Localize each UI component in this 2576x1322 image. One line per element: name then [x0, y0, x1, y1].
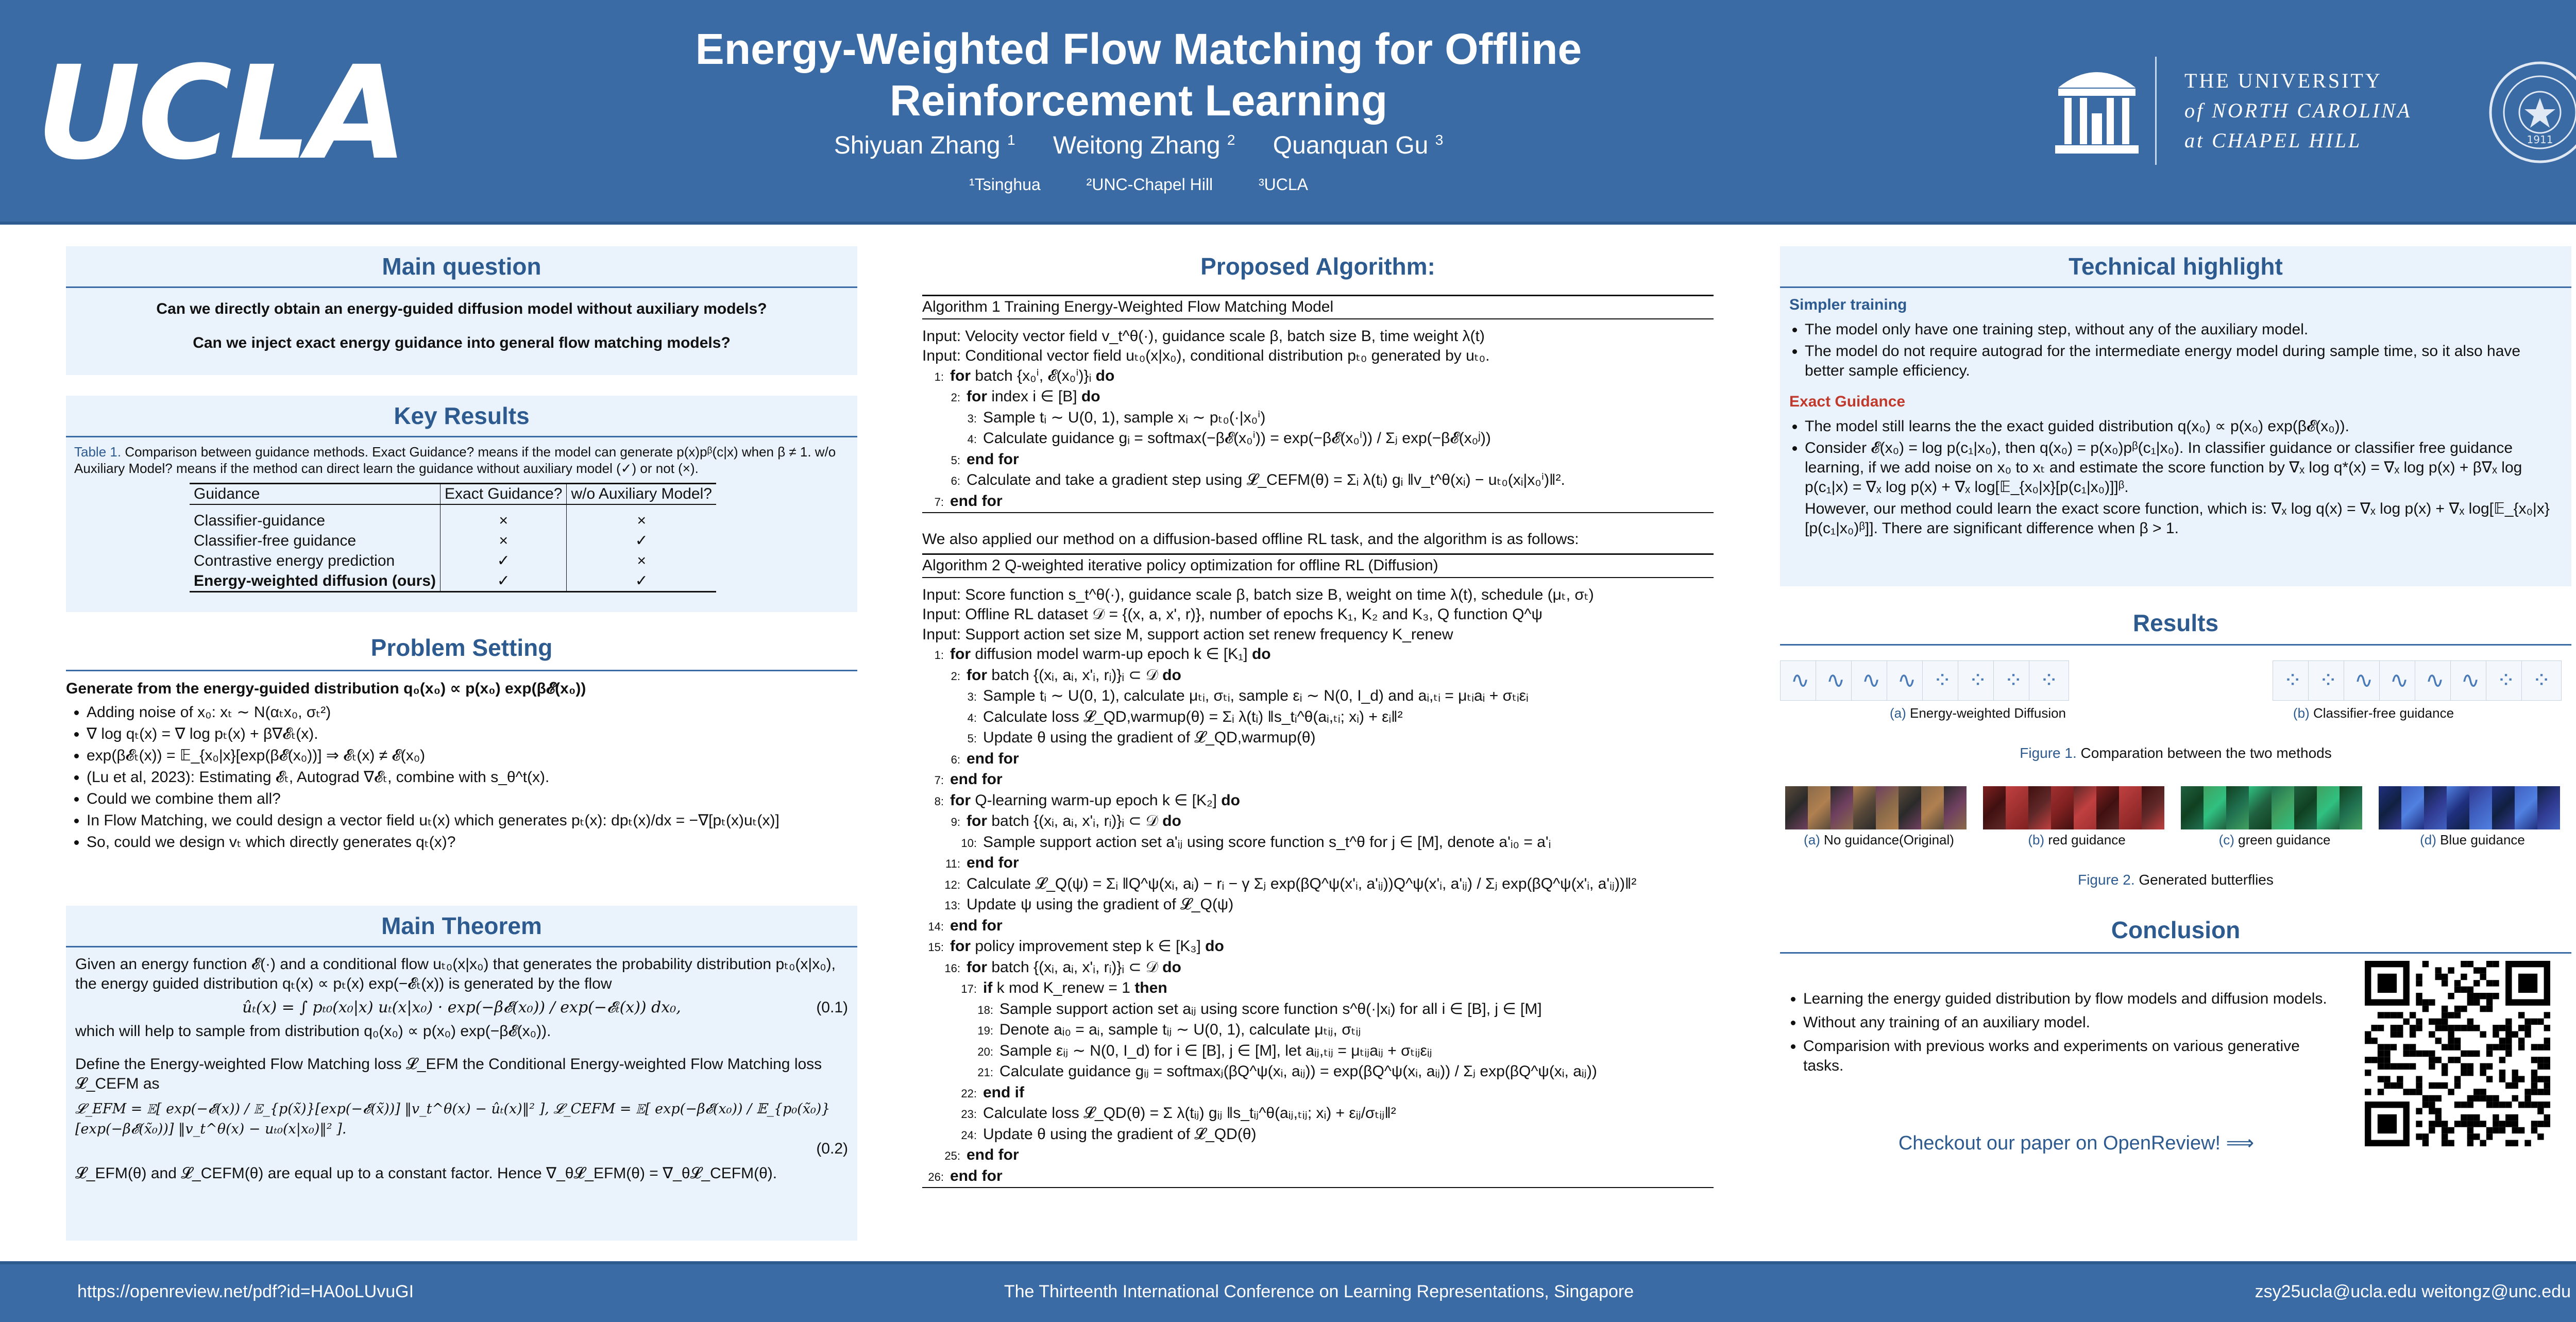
equation-0-2: 𝓛_EFM = 𝔼[ exp(−𝓔(x)) / 𝔼_{p(x̃)}[exp(−𝓔(x̃))] ‖v_t^θ(x) − ûₜ(x)‖² ], 𝓛_CEFM = 𝔼[ exp(−β𝓔(x₀)) / 𝔼_{p₀(x̃₀)}[exp(−β𝓔(x̃₀))] ‖v_t^θ(x) − uₜ₀(x|x₀)‖² ]. (0.2): [75, 1099, 848, 1159]
figure-1-sublabel-a: (a) Energy-weighted Diffusion: [1889, 705, 2066, 721]
affiliation-2: ²UNC-Chapel Hill: [1086, 175, 1213, 194]
figure-2-sublabel-d: (d) Blue guidance: [2420, 832, 2525, 848]
main-question-panel: [66, 246, 857, 375]
figure-1: [1780, 658, 2571, 705]
problem-setting-list: [66, 703, 857, 852]
exact-guidance-subheading: Exact Guidance: [1789, 393, 1906, 410]
butterfly-sample: [1876, 786, 1899, 829]
fig1-tile: ⁘: [2308, 660, 2348, 701]
equation-number: (0.1): [816, 999, 848, 1016]
butterfly-sample: [1831, 786, 1853, 829]
algorithm-heading: Proposed Algorithm:: [1200, 253, 1435, 280]
algo-line: 5: end for: [951, 450, 1019, 468]
algo-line: 11: end for: [945, 854, 1019, 871]
table-caption: Table 1. Comparison between guidance methods. Exact Guidance? means if the model can generate p(x)pᵝ(c|x) when β ≠ 1. w/o Auxiliary Model? means if the method can direct learn the guidance without auxiliary model (✓) or not (×).: [74, 444, 836, 476]
butterfly-sample: [1808, 786, 1831, 829]
list-item: • Could we combine them all?: [87, 789, 857, 809]
main-question-q1: Can we directly obtain an energy-guided diffusion model without auxiliary models?: [156, 300, 767, 317]
theorem-para-1: Given an energy function 𝓔(·) and a conditional flow uₜ₀(x|x₀) that generates the probability distribution pₜ₀(x|x₀), the energy guided distribution qₜ(x) ∝ pₜ(x) exp(−𝓔ₜ(x)) is generated by the flow: [75, 956, 836, 992]
algorithm-1-title: Algorithm 1 Training Energy-Weighted Flow Matching Model: [922, 295, 1714, 319]
list-item: • exp(β𝓔ₜ(x)) = 𝔼_{x₀|x}[exp(β𝓔(x₀))] ⇒ 𝓔ₜ(x) ≠ 𝓔(x₀): [87, 746, 857, 766]
list-item: • Consider 𝓔(x₀) = log p(c₁|x₀), then q(x₀) = p(x₀)pᵝ(c₁|x₀). In classifier guidance or classifier free guidance learning, if we add noise on x₀ to xₜ and estimate the score function by ∇ₓ log q*(x) = ∇ₓ log p(x) + β∇ₓ log p(c₁|x) = ∇ₓ log p(x) + ∇ₓ log[𝔼_{x₀|x}[p(c₁|x₀)]]ᵝ.: [1805, 438, 2562, 497]
algo-line: 2: for index i ∈ [B] do: [951, 388, 1100, 405]
footer-emails: zsy25ucla@ucla.edu weitongz@unc.edu: [2255, 1282, 2571, 1301]
table-row: Classifier-guidance × ×: [190, 511, 716, 531]
fig1-tile: ⁘: [2029, 660, 2069, 701]
algo-line: 4: Calculate guidance gᵢ = softmax(−β𝓔(x₀ⁱ)) = exp(−β𝓔(x₀ⁱ)) / Σⱼ exp(−β𝓔(x₀ʲ)): [967, 430, 1491, 447]
fig1-tile: ∿: [2415, 660, 2455, 701]
technical-highlight-panel: [1780, 246, 2571, 586]
butterfly-sample: [2119, 786, 2142, 829]
affiliation-3: ³UCLA: [1258, 175, 1308, 194]
algo-line: 20: Sample εᵢⱼ ∼ N(0, I_d) for i ∈ [B], j ∈ [M], let aᵢⱼ,ₜᵢⱼ = μₜᵢⱼaᵢⱼ + σₜᵢⱼεᵢⱼ: [977, 1042, 1432, 1059]
unc-wordmark: THE UNIVERSITY of NORTH CAROLINA at CHAPEL HILL: [2184, 69, 2412, 152]
butterfly-sample: [2051, 786, 2074, 829]
butterfly-sample: [2074, 786, 2096, 829]
exact-guidance-extra: However, our method could learn the exact score function, which is: ∇ₓ log q(x) = ∇ₓ log p(x) + ∇ₓ log[𝔼_{x₀|x}[p(c₁|x₀)ᵝ]]. There are significant difference when β > 1.: [1805, 500, 2550, 537]
fig1-tile: ⁘: [1993, 660, 2033, 701]
algo-line: 7: end for: [934, 771, 1003, 788]
simpler-training-subheading: Simpler training: [1789, 296, 1907, 313]
butterfly-sample: [2142, 786, 2164, 829]
poster-header: [0, 0, 2576, 225]
figure-2-sublabel-b: (b) red guidance: [2028, 832, 2126, 848]
butterfly-sample: [2317, 786, 2340, 829]
butterfly-sample: [1921, 786, 1944, 829]
theorem-para-4: 𝓛_EFM(θ) and 𝓛_CEFM(θ) are equal up to a constant factor. Hence ∇_θ𝓛_EFM(θ) = ∇_θ𝓛_CEFM(θ).: [75, 1165, 777, 1182]
equation-0-1: ûₜ(x) = ∫ pₜ₀(x₀|x) uₜ(x|x₀) · exp(−β𝓔(x₀)) / exp(−𝓔ₜ(x)) dx₀, (0.1): [242, 998, 848, 1016]
algo-line: 18: Sample support action set aᵢⱼ using score function s^θ(·|xᵢ) for all i ∈ [B], j ∈ [M]: [977, 1000, 1542, 1018]
algo-line: 24: Update θ using the gradient of 𝓛_QD(θ): [961, 1125, 1257, 1143]
algo-input: Input: Support action set size M, support action set renew frequency K_renew: [922, 625, 1453, 643]
algo-line: 17: if k mod K_renew = 1 then: [961, 979, 1167, 996]
fig1-tile: ⁘: [2486, 660, 2526, 701]
fig1-tile: ∿: [1887, 660, 1927, 701]
algo-line: 14: end for: [928, 917, 1003, 934]
results-rule: [1780, 644, 2571, 646]
author-1: Shiyuan Zhang $^1$: [834, 132, 1015, 159]
butterfly-sample: [2204, 786, 2226, 829]
guidance-comparison-table: [190, 483, 716, 592]
butterfly-sample: [2249, 786, 2272, 829]
openreview-link[interactable]: Checkout our paper on OpenReview! ⟹: [1898, 1132, 2255, 1154]
butterfly-sample: [1785, 786, 1808, 829]
figure-2-sublabel-c: (c) green guidance: [2218, 832, 2331, 848]
problem-setting-rule: [66, 670, 857, 671]
algo-line: 8: for Q-learning warm-up epoch k ∈ [K₂] do: [934, 791, 1240, 809]
fig1-tile: ⁘: [1958, 660, 1998, 701]
qr-code-icon[interactable]: [2365, 961, 2550, 1146]
algo-line: 6: Calculate and take a gradient step using 𝓛_CEFM(θ) = Σᵢ λ(tᵢ) gᵢ ‖v_t^θ(xᵢ) − uₜ₀(xᵢ|x₀ⁱ)‖².: [951, 471, 1565, 488]
butterfly-sample: [1853, 786, 1876, 829]
conclusion-list: [1788, 989, 2344, 1078]
main-question-q2: Can we inject exact energy guidance into general flow matching models?: [193, 334, 731, 351]
butterfly-sample: [1899, 786, 1921, 829]
algo-input: Input: Offline RL dataset 𝒟 = {(x, a, x', r)}, number of epochs K₁, K₂ and K₃, Q function Q^ψ: [922, 606, 1543, 623]
butterfly-sample: [2340, 786, 2362, 829]
figure-2-sublabel-a: (a) No guidance(Original): [1804, 832, 1954, 848]
figure-1-sublabel-b: (b) Classifier-free guidance: [2293, 705, 2454, 721]
butterfly-sample: [2424, 786, 2447, 829]
butterfly-sample: [2226, 786, 2249, 829]
algo-line: 3: Sample tᵢ ∼ U(0, 1), sample xᵢ ∼ pₜ₀(·|x₀ⁱ): [967, 409, 1266, 426]
list-item: • Learning the energy guided distribution by flow models and diffusion models.: [1803, 989, 2344, 1009]
algo-line: 9: for batch {(xᵢ, aᵢ, x'ᵢ, rᵢ)}ᵢ ⊂ 𝒟 do: [951, 812, 1181, 829]
list-item: • The model still learns the the exact guided distribution q(x₀) ∝ p(x₀) exp(β𝓔(x₀)).: [1805, 417, 2562, 436]
list-item: • The model only have one training step, without any of the auxiliary model.: [1805, 320, 2562, 340]
algo-input: Input: Velocity vector field v_t^θ(·), guidance scale β, batch size B, time weight λ(t): [922, 327, 1485, 345]
main-theorem-panel: [66, 906, 857, 1241]
algorithm-bridge-text: We also applied our method on a diffusion-based offline RL task, and the algorithm is as follows:: [922, 531, 1579, 548]
algorithm-2: [922, 553, 1714, 1188]
footer-url[interactable]: https://openreview.net/pdf?id=HA0oLUvuGI: [77, 1282, 414, 1301]
algo-line: 19: Denote aᵢ₀ = aᵢ, sample tᵢⱼ ∼ U(0, 1), calculate μₜᵢⱼ, σₜᵢⱼ: [977, 1021, 1361, 1038]
tsinghua-seal-icon: [2488, 61, 2576, 164]
figure-2: [1780, 784, 2571, 832]
algo-line: 26: end for: [928, 1167, 1003, 1184]
unc-old-well-icon: [2053, 57, 2141, 160]
butterfly-sample: [2181, 786, 2204, 829]
butterfly-sample: [2294, 786, 2317, 829]
butterfly-sample: [2515, 786, 2537, 829]
butterfly-sample: [2537, 786, 2560, 829]
algo-line: 22: end if: [961, 1083, 1024, 1101]
table-row-ours: Energy-weighted diffusion (ours) ✓ ✓: [190, 571, 716, 592]
list-item: • ∇ log qₜ(x) = ∇ log pₜ(x) + β∇𝓔ₜ(x).: [87, 724, 857, 744]
fig1-tile: ∿: [2450, 660, 2490, 701]
butterfly-sample: [1983, 786, 2006, 829]
figure-1-caption: Figure 1. Comparation between the two methods: [2020, 745, 2332, 761]
table-row: Classifier-free guidance × ✓: [190, 531, 716, 551]
butterfly-sample: [2492, 786, 2515, 829]
fig1-tile: ∿: [2344, 660, 2384, 701]
butterfly-sample: [2096, 786, 2119, 829]
list-item: • The model do not require autograd for the intermediate energy model during sample time, so it also have better sample efficiency.: [1805, 342, 2562, 381]
author-list: [670, 131, 1607, 160]
theorem-para-3: Define the Energy-weighted Flow Matching loss 𝓛_EFM the Conditional Energy-weighted Flow Matching loss 𝓛_CEFM as: [75, 1056, 822, 1092]
algorithm-1-body: [922, 319, 1714, 514]
algo-line: 4: Calculate loss 𝓛_QD,warmup(θ) = Σᵢ λ(tᵢ) ‖s_tᵢ^θ(aᵢ,ₜᵢ; xᵢ) + εᵢ‖²: [967, 708, 1403, 725]
list-item: • In Flow Matching, we could design a vector field uₜ(x) which generates pₜ(x): dpₜ(x)/dx = −∇[pₜ(x)uₜ(x)]: [87, 811, 857, 831]
results-heading: Results: [2132, 609, 2219, 636]
algo-input: Input: Score function s_t^θ(·), guidance scale β, batch size B, weight on time λ(t), schedule (μₜ, σₜ): [922, 586, 1594, 603]
problem-setting-heading: Problem Setting: [370, 634, 553, 661]
figure-2-caption: Figure 2. Generated butterflies: [2078, 872, 2274, 888]
fig1-tile: ⁘: [2273, 660, 2313, 701]
butterfly-sample: [1944, 786, 1967, 829]
algo-line: 25: end for: [944, 1146, 1019, 1163]
butterfly-sample: [2401, 786, 2424, 829]
simpler-training-list: [1789, 320, 2562, 381]
list-item: • So, could we design vₜ which directly generates qₜ(x)?: [87, 833, 857, 852]
algorithm-2-title: Algorithm 2 Q-weighted iterative policy optimization for offline RL (Diffusion): [922, 553, 1714, 578]
key-results-heading: Key Results: [66, 396, 857, 437]
figure-2-sublabels: [1780, 832, 2571, 848]
problem-setting-body: [66, 679, 857, 854]
svg-text:1911: 1911: [2527, 133, 2553, 146]
algo-input: Input: Conditional vector field uₜ₀(x|x₀), conditional distribution pₜ₀ generated by uₜ₀.: [922, 347, 1490, 364]
list-item: • (Lu et al, 2023): Estimating 𝓔ₜ, Autograd ∇𝓔ₜ, combine with s_θ^t(x).: [87, 768, 857, 787]
conclusion-rule: [1780, 952, 2571, 954]
algorithm-1: [922, 295, 1714, 513]
butterfly-sample: [2447, 786, 2469, 829]
conclusion-heading: Conclusion: [2111, 917, 2241, 943]
algo-line: 7: end for: [934, 492, 1003, 510]
algo-line: 15: for policy improvement step k ∈ [K₃] do: [928, 938, 1224, 955]
algo-line: 5: Update θ using the gradient of 𝓛_QD,warmup(θ): [967, 729, 1316, 746]
ucla-logo: UCLA: [36, 38, 405, 188]
algo-line: 1: for diffusion model warm-up epoch k ∈ [K₁] do: [934, 646, 1271, 663]
fig1-tile: ∿: [2379, 660, 2419, 701]
technical-highlight-heading: Technical highlight: [1780, 246, 2571, 288]
theorem-para-2: which will help to sample from distribution q₀(x₀) ∝ p(x₀) exp(−β𝓔(x₀)).: [75, 1023, 551, 1040]
exact-guidance-list: [1789, 417, 2562, 497]
fig1-tile: ∿: [1780, 660, 1820, 701]
butterfly-sample: [2469, 786, 2492, 829]
footer-conference: The Thirteenth International Conference on Learning Representations, Singapore: [1004, 1282, 1634, 1301]
author-2: Weitong Zhang $^2$: [1053, 132, 1235, 159]
butterfly-sample: [2379, 786, 2401, 829]
fig1-tile: ⁘: [1922, 660, 1962, 701]
list-item: • Comparision with previous works and experiments on various generative tasks.: [1803, 1037, 2344, 1076]
author-3: Quanquan Gu $^3$: [1273, 132, 1444, 159]
algo-line: 10: Sample support action set a'ᵢⱼ using score function s_t^θ for j ∈ [M], denote a'ᵢ₀ = a'ᵢ: [961, 833, 1551, 851]
algo-line: 13: Update ψ using the gradient of 𝓛_Q(ψ): [944, 896, 1234, 913]
fig1-tile: ∿: [1851, 660, 1891, 701]
algo-line: 6: end for: [951, 750, 1019, 767]
list-item: • Adding noise of x₀: xₜ ∼ N(αₜx₀, σₜ²): [87, 703, 857, 722]
table-row: Contrastive energy prediction ✓ ×: [190, 551, 716, 571]
algo-line: 2: for batch {(xᵢ, aᵢ, x'ᵢ, rᵢ)}ᵢ ⊂ 𝒟 do: [951, 666, 1181, 684]
unc-divider: [2155, 57, 2157, 165]
equation-number: (0.2): [816, 1140, 848, 1157]
butterfly-sample: [2028, 786, 2051, 829]
poster-footer: [0, 1261, 2576, 1322]
main-question-heading: Main question: [66, 246, 857, 288]
affiliation-1: ¹Tsinghua: [969, 175, 1041, 194]
butterfly-sample: [2006, 786, 2028, 829]
fig1-tile: ⁘: [2521, 660, 2562, 701]
poster-title: Energy-Weighted Flow Matching for Offline Reinforcement Learning: [695, 25, 1582, 125]
algorithm-2-body: [922, 578, 1714, 1189]
affiliation-list: [670, 175, 1607, 194]
fig1-tile: ∿: [1816, 660, 1856, 701]
table-header-row: Guidance Exact Guidance? w/o Auxiliary Model?: [190, 484, 716, 505]
problem-setting-lead: Generate from the energy-guided distribution q₀(x₀) ∝ p(x₀) exp(β𝓔(x₀)): [66, 680, 586, 697]
main-theorem-heading: Main Theorem: [66, 906, 857, 947]
algo-line: 21: Calculate guidance gᵢⱼ = softmaxⱼ(βQ^ψ(xᵢ, aᵢⱼ)) = exp(βQ^ψ(xᵢ, aᵢⱼ)) / Σⱼ exp(βQ^ψ(xᵢ, aᵢⱼ)): [977, 1063, 1597, 1080]
list-item: • Without any training of an auxiliary model.: [1803, 1013, 2344, 1032]
butterfly-sample: [2272, 786, 2294, 829]
algo-line: 23: Calculate loss 𝓛_QD(θ) = Σ λ(tᵢⱼ) gᵢⱼ ‖s_tᵢⱼ^θ(aᵢⱼ,ₜᵢⱼ; xᵢ) + εᵢⱼ/σₜᵢⱼ‖²: [961, 1105, 1396, 1122]
algo-line: 1: for batch {x₀ⁱ, 𝓔(x₀ⁱ)}ᵢ do: [934, 367, 1115, 384]
algo-line: 3: Sample tᵢ ∼ U(0, 1), calculate μₜᵢ, σₜᵢ, sample εᵢ ∼ N(0, I_d) and aᵢ,ₜᵢ = μₜᵢaᵢ + σₜᵢεᵢ: [967, 687, 1529, 704]
algo-line: 16: for batch {(xᵢ, aᵢ, x'ᵢ, rᵢ)}ᵢ ⊂ 𝒟 do: [944, 958, 1181, 976]
algo-line: 12: Calculate 𝓛_Q(ψ) = Σᵢ ‖Q^ψ(xᵢ, aᵢ) − rᵢ − γ Σⱼ exp(βQ^ψ(x'ᵢ, a'ᵢⱼ))Q^ψ(x'ᵢ, a'ᵢⱼ) / Σⱼ exp(βQ^ψ(x'ᵢ, a'ᵢⱼ))‖²: [944, 875, 1637, 892]
key-results-panel: [66, 396, 857, 612]
